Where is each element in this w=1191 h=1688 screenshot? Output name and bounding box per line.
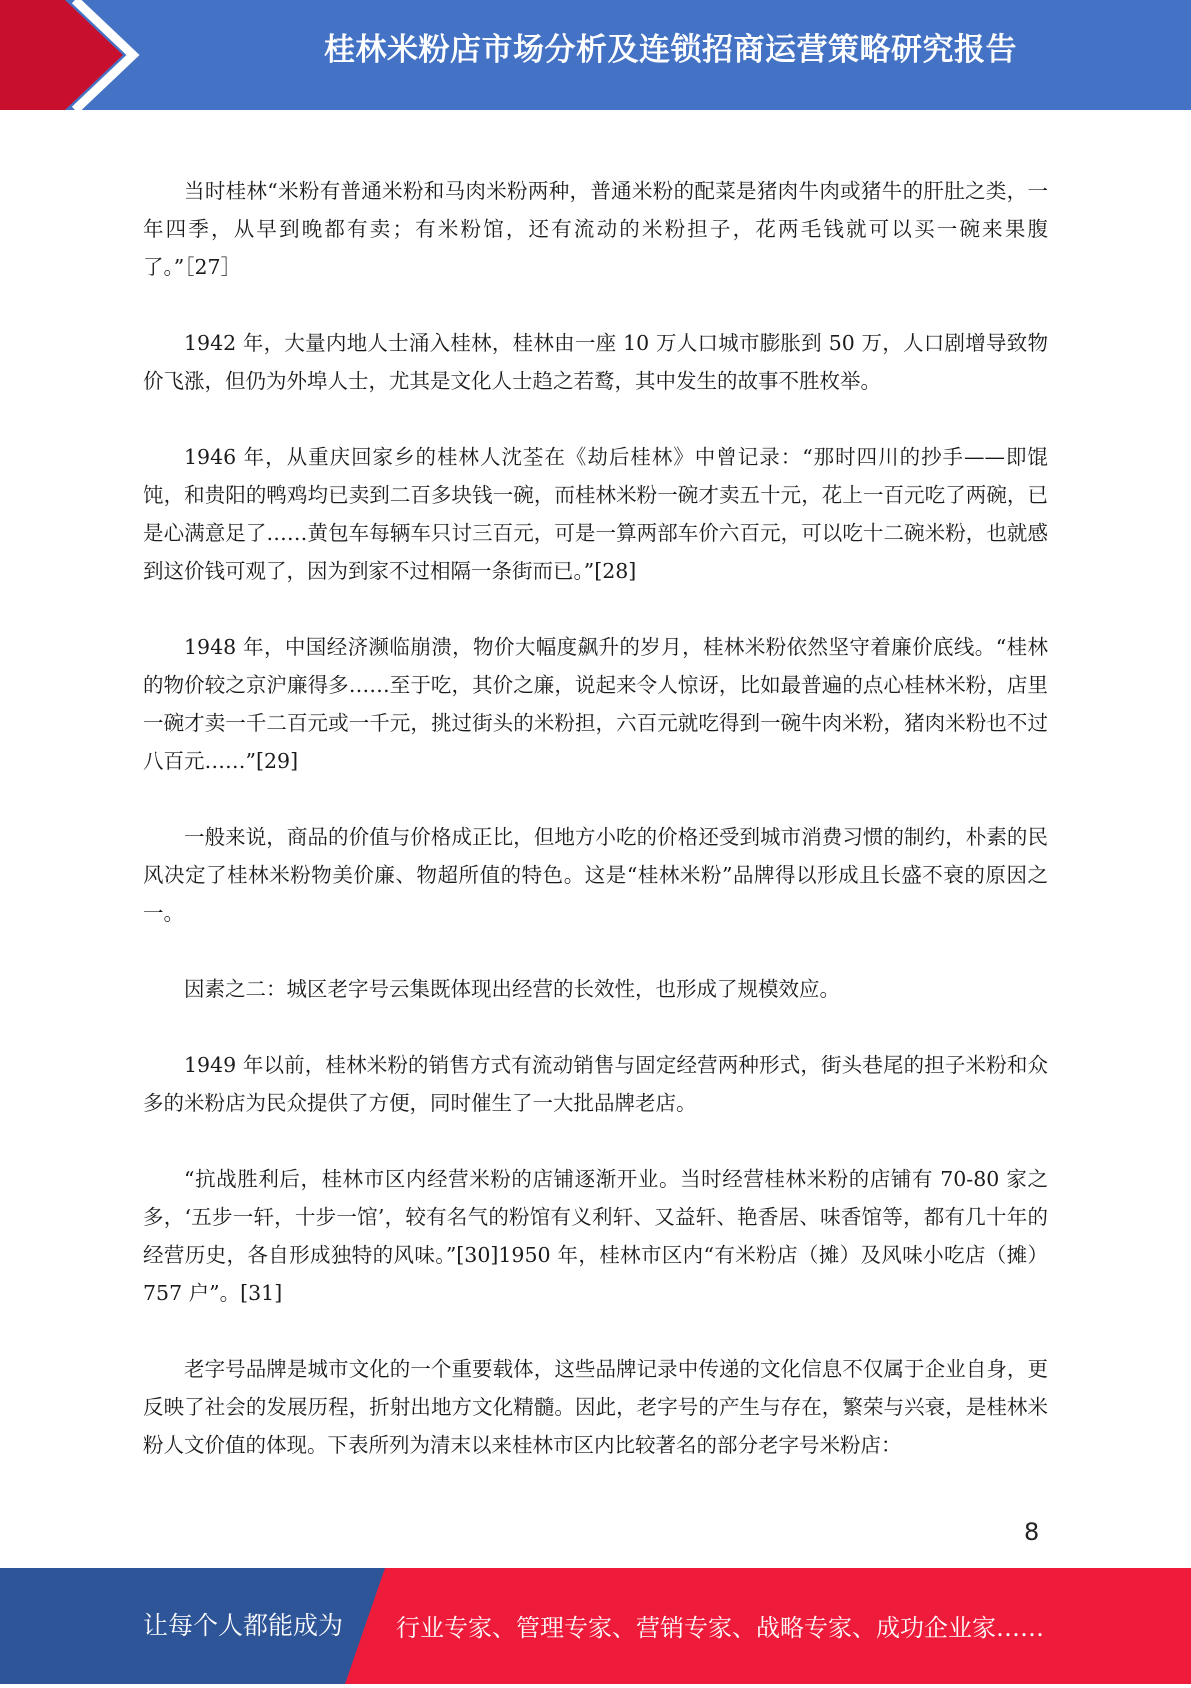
paragraph: 1948 年，中国经济濒临崩溃，物价大幅度飙升的岁月，桂林米粉依然坚守着廉价底线。“桂林的物价较之京沪廉得多……至于吃，其价之廉，说起来令人惊讶，比如最普遍的点心桂林米粉，店里一碗才卖一千二百元或一千元，挑过街头的米粉担，六百元就吃得到一碗牛肉米粉，猪肉米粉也不过八百元……”[29]	[143, 635, 1048, 773]
paragraph: 一般来说，商品的价值与价格成正比，但地方小吃的价格还受到城市消费习惯的制约，朴素的民风决定了桂林米粉物美价廉、物超所值的特色。这是“桂林米粉”品牌得以形成且长盛不衰的原因之一。	[143, 825, 1048, 925]
red-chevron-decoration	[0, 0, 160, 110]
footer-slogan-right: 行业专家、管理专家、营销专家、战略专家、成功企业家……	[396, 1614, 1044, 1642]
paragraph: 1946 年，从重庆回家乡的桂林人沈荃在《劫后桂林》中曾记录：“那时四川的抄手——即馄饨，和贵阳的鸭鸡均已卖到二百多块钱一碗，而桂林米粉一碗才卖五十元，花上一百元吃了两碗，已是心满意足了……黄包车每辆车只讨三百元，可是一算两部车价六百元，可以吃十二碗米粉，也就感到这价钱可观了，因为到家不过相隔一条街而已。”[28]	[143, 445, 1048, 583]
paragraph: “抗战胜利后，桂林市区内经营米粉的店铺逐渐开业。当时经营桂林米粉的店铺有 70-80 家之多，‘五步一轩，十步一馆’，较有名气的粉馆有义利轩、又益轩、艳香居、味香馆等，都有几十年的经营历史，各自形成独特的风味。”[30]1950 年，桂林市区内“有米粉店（摊）及风味小吃店（摊）757 户”。[31]	[143, 1167, 1048, 1305]
paragraph: 当时桂林“米粉有普通米粉和马肉米粉两种，普通米粉的配菜是猪肉牛肉或猪牛的肝肚之类，一年四季，从早到晚都有卖；有米粉馆，还有流动的米粉担子，花两毛钱就可以买一碗来果腹了。”［27］	[143, 179, 1048, 279]
page-number: 8	[1024, 1518, 1040, 1546]
footer-slogan-left: 让每个人都能成为	[143, 1611, 344, 1640]
page-header	[0, 0, 1191, 110]
paragraph: 1949 年以前，桂林米粉的销售方式有流动销售与固定经营两种形式，街头巷尾的担子米粉和众多的米粉店为民众提供了方便，同时催生了一大批品牌老店。	[143, 1053, 1048, 1115]
paragraph: 老字号品牌是城市文化的一个重要载体，这些品牌记录中传递的文化信息不仅属于企业自身，更反映了社会的发展历程，折射出地方文化精髓。因此，老字号的产生与存在，繁荣与兴衰，是桂林米粉人文价值的体现。下表所列为清末以来桂林市区内比较著名的部分老字号米粉店：	[143, 1357, 1048, 1457]
page-footer	[0, 1568, 1191, 1684]
document-body	[143, 172, 1048, 1502]
report-title: 桂林米粉店市场分析及连锁招商运营策略研究报告	[324, 32, 1017, 68]
paragraph: 因素之二：城区老字号云集既体现出经营的长效性，也形成了规模效应。	[184, 977, 840, 1001]
paragraph: 1942 年，大量内地人士涌入桂林，桂林由一座 10 万人口城市膨胀到 50 万，人口剧增导致物价飞涨，但仍为外埠人士，尤其是文化人士趋之若鹜，其中发生的故事不胜枚举。	[143, 331, 1048, 393]
